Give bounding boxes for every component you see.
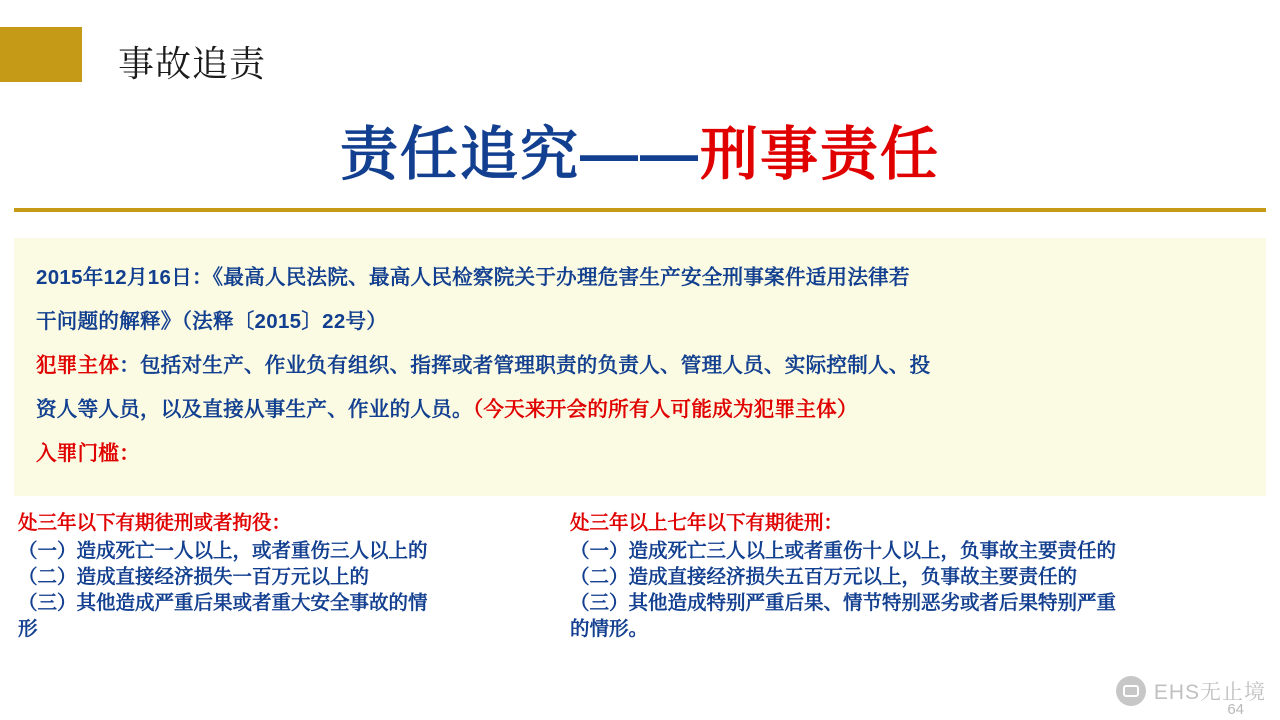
body-text-emphasis: 入罪门槛：	[36, 442, 140, 465]
column-item: （一）造成死亡一人以上，或者重伤三人以上的	[18, 540, 428, 562]
body-line	[36, 432, 1244, 476]
penalty-column-right	[570, 510, 1130, 642]
penalty-column-left	[18, 510, 558, 642]
column-item: （二）造成直接经济损失五百万元以上，负事故主要责任的	[570, 566, 1078, 588]
body-text-emphasis: （今天来开会的所有人可能成为犯罪主体）	[472, 398, 858, 421]
column-heading: 处三年以下有期徒刑或者拘役：	[18, 512, 292, 534]
wechat-icon	[1116, 676, 1146, 706]
body-text: 干问题的解释》（法释〔2015〕22号）	[36, 310, 388, 333]
column-item: （二）造成直接经济损失一百万元以上的	[18, 566, 370, 588]
page-title	[0, 107, 1280, 191]
section-label: 事故追责	[118, 43, 267, 84]
watermark-label: EHS无止境	[1153, 681, 1266, 704]
body-text-emphasis: 犯罪主体	[36, 354, 120, 377]
body-text: 资人等人员，以及直接从事生产、作业的人员。	[36, 398, 473, 421]
column-heading: 处三年以上七年以下有期徒刑：	[570, 512, 844, 534]
page-number: 64	[1227, 701, 1244, 718]
body-line	[36, 300, 1244, 344]
divider	[14, 208, 1266, 212]
body-panel	[14, 238, 1266, 496]
page-title-red: 刑事责任	[700, 122, 941, 187]
body-text: 2015年12月16日：《最高人民法院、最高人民检察院关于办理危害生产安全刑事案件适用法律若	[36, 266, 910, 289]
column-item: 形	[18, 618, 38, 640]
page-title-blue: 责任追究——	[339, 122, 700, 187]
column-item: 的情形。	[570, 618, 649, 640]
column-item: （三）其他造成严重后果或者重大安全事故的情	[18, 592, 428, 614]
penalty-columns	[14, 510, 1266, 670]
body-line	[36, 388, 1244, 432]
body-line	[36, 256, 1244, 300]
body-text: ：包括对生产、作业负有组织、指挥或者管理职责的负责人、管理人员、实际控制人、投	[119, 354, 931, 377]
header-accent-block	[0, 27, 82, 82]
body-line	[36, 344, 1244, 388]
column-item: （一）造成死亡三人以上或者重伤十人以上，负事故主要责任的	[570, 540, 1117, 562]
column-item: （三）其他造成特别严重后果、情节特别恶劣或者后果特别严重	[570, 592, 1117, 614]
